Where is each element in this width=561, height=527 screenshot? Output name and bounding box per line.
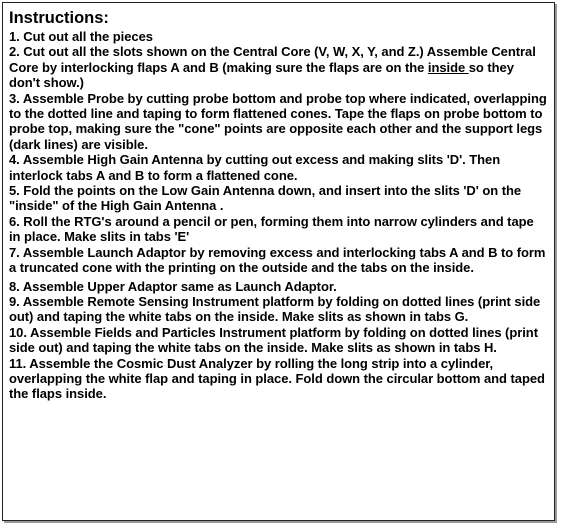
- instruction-step-8: 8. Assemble Upper Adaptor same as Launch Adaptor.: [9, 278, 337, 294]
- instruction-step-6: 6. Roll the RTG's around a pencil or pen, forming them into narrow cylinders and tape in place. Make slits in tabs 'E': [9, 213, 534, 245]
- instructions-panel: [2, 2, 555, 521]
- instruction-step-11: 11. Assemble the Cosmic Dust Analyzer by rolling the long strip into a cylinder, overlapping the white flap and taping in place. Fold down the circular bottom and taped the flaps inside.: [9, 355, 545, 402]
- instruction-step-2-text: 2. Cut out all the slots shown on the Central Core (V, W, X, Y, and Z.) Assemble Central Core by interlocking flaps A and B (making sure the flaps are on the: [9, 44, 536, 75]
- instruction-step-3: 3. Assemble Probe by cutting probe bottom and probe top where indicated, overlapping to the dotted line and taping to form flattened cones. Tape the flaps on probe bottom to probe top, making sure the "cone" points are opposite each other and the support legs (dark lines) are visible.: [9, 90, 547, 152]
- instruction-step-2-underlined: inside: [427, 59, 469, 75]
- instruction-step-2-text-end: so they don't show.): [9, 59, 514, 91]
- instruction-step-5: 5. Fold the points on the Low Gain Antenna down, and insert into the slits 'D' on the "inside" of the High Gain Antenna .: [9, 183, 522, 214]
- instruction-step-7: 7. Assemble Launch Adaptor by removing excess and interlocking tabs A and B to form a truncated cone with the printing on the outside and the tabs on the inside.: [9, 244, 546, 276]
- instruction-step-9: 9. Assemble Remote Sensing Instrument platform by folding on dotted lines (print side out) and taping the white tabs on the inside. Make slits as shown in tabs G.: [9, 293, 541, 325]
- instruction-step-4: 4. Assemble High Gain Antenna by cutting out excess and making slits 'D'. Then interlock tabs A and B to form a flattened cone.: [9, 152, 501, 183]
- instruction-step-10: 10. Assemble Fields and Particles Instrument platform by folding on dotted lines (print side out) and taping the white tabs on the inside. Make slits as shown in tabs H.: [9, 324, 538, 356]
- instruction-step-1: 1. Cut out all the pieces: [9, 29, 153, 44]
- instruction-step-2: [9, 44, 548, 90]
- instructions-list: [9, 29, 548, 402]
- instructions-heading: Instructions:: [9, 9, 109, 27]
